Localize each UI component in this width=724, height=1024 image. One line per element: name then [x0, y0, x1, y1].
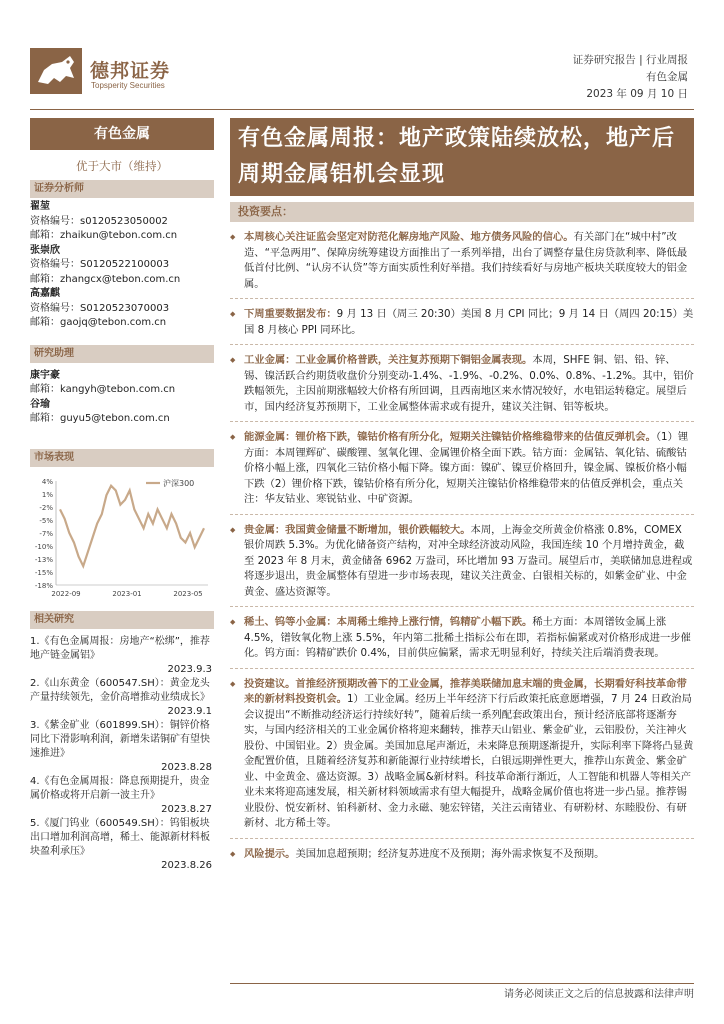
- bullet-heading: 贵金属：我国黄金储量不断增加，银价跌幅较大。: [244, 523, 471, 536]
- related-item[interactable]: [30, 817, 214, 873]
- bullet-body: 有关部门在“城中村”改造、“平急两用”、保障房统筹建设方面推出了一系列举措，出台了调整存量住房贷款利率、降低最低首付比例、“认房不认贷”等方面实质性利好举措。我们持续看好与房地产板块关联度较大的铝金属。: [244, 231, 688, 290]
- related-date: 2023.8.27: [161, 803, 212, 815]
- market-chart: [30, 467, 214, 607]
- y-tick-label: 4%: [41, 477, 53, 486]
- related-text: 5.《厦门钨业（600549.SH）：钨钼板块出口增加利润高增，稀土、能源新材料板块盈利承压》: [30, 817, 210, 857]
- analyst-name: 翟堃: [30, 201, 50, 212]
- sidebar: [30, 118, 214, 873]
- y-tick-label: -5%: [39, 516, 53, 525]
- x-tick-label: 2022-09: [51, 589, 81, 598]
- y-tick-label: -13%: [34, 555, 53, 564]
- related-text: 3.《紫金矿业（601899.SH）：铜锌价格同比下滑影响利润，新增朱诺铜矿有望快速推进》: [30, 719, 210, 759]
- bullet-heading: 风险提示。: [244, 847, 296, 860]
- bullet-item: [230, 523, 694, 608]
- y-tick-label: -18%: [34, 581, 53, 590]
- y-tick-label: -7%: [39, 529, 53, 538]
- bullet-heading: 工业金属：工业金属价格普跌，关注复苏预期下铜铝金属表现。: [244, 354, 533, 366]
- assistant-email[interactable]: 邮箱：kangyh@tebon.com.cn: [30, 384, 176, 395]
- header-meta: [573, 52, 688, 103]
- bullet-body: 9 月 13 日（周三 20:30）美国 8 月 CPI 同比；9 月 14 日（周四 20:15）美国 8 月核心 PPI 同环比。: [244, 308, 694, 336]
- related-date: 2023.8.26: [161, 859, 212, 871]
- related-item[interactable]: [30, 719, 214, 775]
- related-heading: 相关研究: [30, 611, 214, 629]
- market-heading: 市场表现: [30, 449, 214, 467]
- related-date: 2023.9.3: [167, 663, 212, 675]
- header-industry: 有色金属: [646, 71, 688, 83]
- related-text: 2.《山东黄金（600547.SH）：黄金龙头产量持续领先，金价高增推动业绩成长》: [30, 677, 210, 703]
- bullet-heading: 稀土、钨等小金属：本周稀土维持上涨行情，钨精矿小幅下跌。: [244, 616, 533, 628]
- analyst-email[interactable]: 邮箱：zhaikun@tebon.com.cn: [30, 230, 178, 241]
- y-tick-label: -10%: [34, 542, 53, 551]
- analysts-heading: 证券分析师: [30, 180, 214, 198]
- industry-label: 有色金属: [30, 118, 214, 150]
- assistant-list: [30, 369, 214, 427]
- bullet-body: 本周，SHFE 铜、铝、铅、锌、锡、镍活跃合约期货收盘价分别变动-1.4%、-1.9%、-0.2%、0.0%、0.8%、-1.2%。其中，铝价跌幅领先，主因前期涨幅较大价格有所回调，且西南地区来水情况较好，水电铝运转稳定。展望后市，国内经济复苏预期下，工业金属整体需求或有提升，建议关注铜、铝等板块。: [244, 354, 694, 413]
- bullet-heading: 能源金属：锂价格下跌，镍钴价格有所分化，短期关注镍钴价格维稳带来的估值反弹机会。: [244, 431, 656, 443]
- analyst-cert: 资格编号：S0120523070003: [30, 302, 170, 314]
- rating-label: 优于大市（维持）: [76, 159, 168, 173]
- company-logo: [30, 48, 220, 98]
- related-date: 2023.9.1: [167, 705, 212, 717]
- analyst-email[interactable]: 邮箱：gaojq@tebon.com.cn: [30, 317, 167, 328]
- analyst-name: 张崇欣: [30, 244, 60, 256]
- related-item[interactable]: [30, 677, 214, 719]
- footer-disclaimer: 请务必阅读正文之后的信息披露和法律声明: [504, 989, 694, 1000]
- report-date: 2023 年 09 月 10 日: [586, 88, 688, 100]
- series-line: [60, 485, 204, 565]
- bullet-body: （1）锂方面：本周锂辉矿、碳酸锂、氢氧化锂、金属锂价格全面下跌。钴方面：金属钴、氧化钴、硫酸钴价格小幅上涨，四氧化三钴价格小幅下降。镍方面：镍矿、镍豆价格回升，镍金属、镍板价格小幅下跌（2）锂价格下跌，镍钴价格有所分化，短期关注镍钴价格维稳带来的估值反弹机会，重点关注：华友钴业、寒锐钴业、中矿资源。: [244, 431, 689, 505]
- analyst-list: [30, 200, 214, 331]
- main-content: [230, 118, 694, 862]
- report-type: 证券研究报告 | 行业周报: [572, 54, 688, 66]
- assistant-name: 谷瑜: [30, 398, 50, 410]
- bullet-body: 本周，上海金交所黄金价格涨 0.8%，COMEX 银价周跌 5.3%。为优化储备资产结构，对冲全球经济波动风险，我国连续 10 个月增持黄金，截至 2023 年 8 月末，黄金储备 6962 万盎司，环比增加 93 万盎司。展望后市，美联储加息进程或将逐步退出，贵金属整体有望进一步市场表现，建议关注黄金、白银相关标的，如紫金矿业、中金黄金、盛达资源等。: [244, 523, 693, 598]
- y-tick-label: -15%: [34, 568, 53, 577]
- bullet-item: [230, 353, 694, 422]
- bullet-item: [230, 307, 694, 345]
- bullet-heading: 下周重要数据发布：: [244, 308, 337, 320]
- analyst-email[interactable]: 邮箱：zhangcx@tebon.com.cn: [30, 273, 181, 285]
- analyst-cert: 资格编号：S0120522100003: [30, 259, 170, 270]
- related-item[interactable]: [30, 635, 214, 677]
- y-tick-label: 1%: [41, 490, 53, 499]
- analyst-item: [30, 287, 214, 331]
- related-item[interactable]: [30, 775, 214, 817]
- bullet-body: 1）工业金属。经历上半年经济下行后政策托底意愿增强，7 月 24 日政治局会议提出“不断推动经济运行持续好转”，随着后续一系列配套政策出台，预计经济底部将逐渐夯实，与国内经济相关的工业金属价格将迎来翻转，推荐天山铝业、紫金矿业，云铝股份，关注神火股份、中国铝业。2）贵金属。美国加息尾声渐近，未来降息预期逐渐提升，实际利率下降将凸显黄金配置价值，且随着经济复苏和新能源行业持续增长，白银远期弹性更大，推荐山东黄金、紫金矿业、中金黄金、盛达资源。3）战略金属&新材料。科技革命渐行渐近，人工智能和机器人等相关产业未来将迎高速发展，相关新材料领域需求有望大幅提升，战略金属价值也将进一步凸显。推荐锡业股份、悦安新材、铂科新材、金力永磁、驰宏锌锗，关注云南锗业、有研粉材、东睦股份、有研新材、北方稀土等。: [244, 693, 694, 829]
- bullet-heading: 本周核心关注证监会坚定对防范化解房地产风险、地方债务风险的信心。: [244, 231, 574, 243]
- market-chart-svg: [30, 467, 214, 607]
- related-list: [30, 635, 214, 873]
- x-tick-label: 2023-01: [112, 589, 142, 598]
- assistant-item: [30, 398, 214, 427]
- bullet-body: 稀土方面：本周镨钕金属上涨 4.5%，镨钕氧化物上涨 5.5%，年内第二批稀土指标公布在即，若指标偏紧或对价格形成进一步催化。钨方面：钨精矿跌价 0.4%，目前供应偏紧，需求无明显利好，持续关注后端消费表现。: [244, 616, 691, 659]
- related-text: 4.《有色金属周报：降息预期提升，贵金属价格或将开启新一波主升》: [30, 775, 210, 801]
- bullet-item: [230, 677, 694, 839]
- related-date: 2023.8.28: [161, 761, 212, 773]
- x-tick-label: 2023-05: [173, 589, 203, 598]
- summary-heading: 投资要点：: [230, 202, 694, 222]
- bullet-item: [230, 615, 694, 669]
- assistants-heading: 研究助理: [30, 345, 214, 363]
- bullet-heading: 投资建议。首推经济预期改善下的工业金属，推荐美联储加息末端的贵金属，长期看好科技革命带来的新材料投资机会。: [244, 677, 687, 705]
- analyst-item: [30, 200, 214, 244]
- legend-label: 沪深300: [163, 478, 195, 488]
- bullet-item: [230, 847, 694, 863]
- footer-divider: [230, 983, 694, 984]
- assistant-email[interactable]: 邮箱：guyu5@tebon.com.cn: [30, 413, 170, 424]
- logo-en-text: Topsperity Securities: [91, 81, 165, 90]
- bull-logo-icon: [30, 48, 82, 94]
- assistant-item: [30, 369, 214, 398]
- bullet-body: 美国加息超预期；经济复苏进度不及预期；海外需求恢复不及预期。: [295, 847, 605, 860]
- analyst-item: [30, 244, 214, 288]
- related-text: 1.《有色金属周报：房地产“松绑”，推荐地产链金属铝》: [30, 635, 210, 661]
- analyst-cert: 资格编号：s0120523050002: [30, 215, 168, 227]
- bullet-item: [230, 430, 694, 515]
- title-box: [230, 118, 694, 196]
- page-header: [30, 48, 694, 110]
- report-title: 有色金属周报：地产政策陆续放松，地产后周期金属铝机会显现: [238, 126, 676, 187]
- y-tick-label: -2%: [39, 503, 53, 512]
- bullet-item: [230, 230, 694, 299]
- assistant-name: 康宇豪: [30, 369, 60, 381]
- analyst-name: 高嘉麒: [30, 288, 60, 299]
- logo-cn-text: 德邦证券: [90, 60, 171, 82]
